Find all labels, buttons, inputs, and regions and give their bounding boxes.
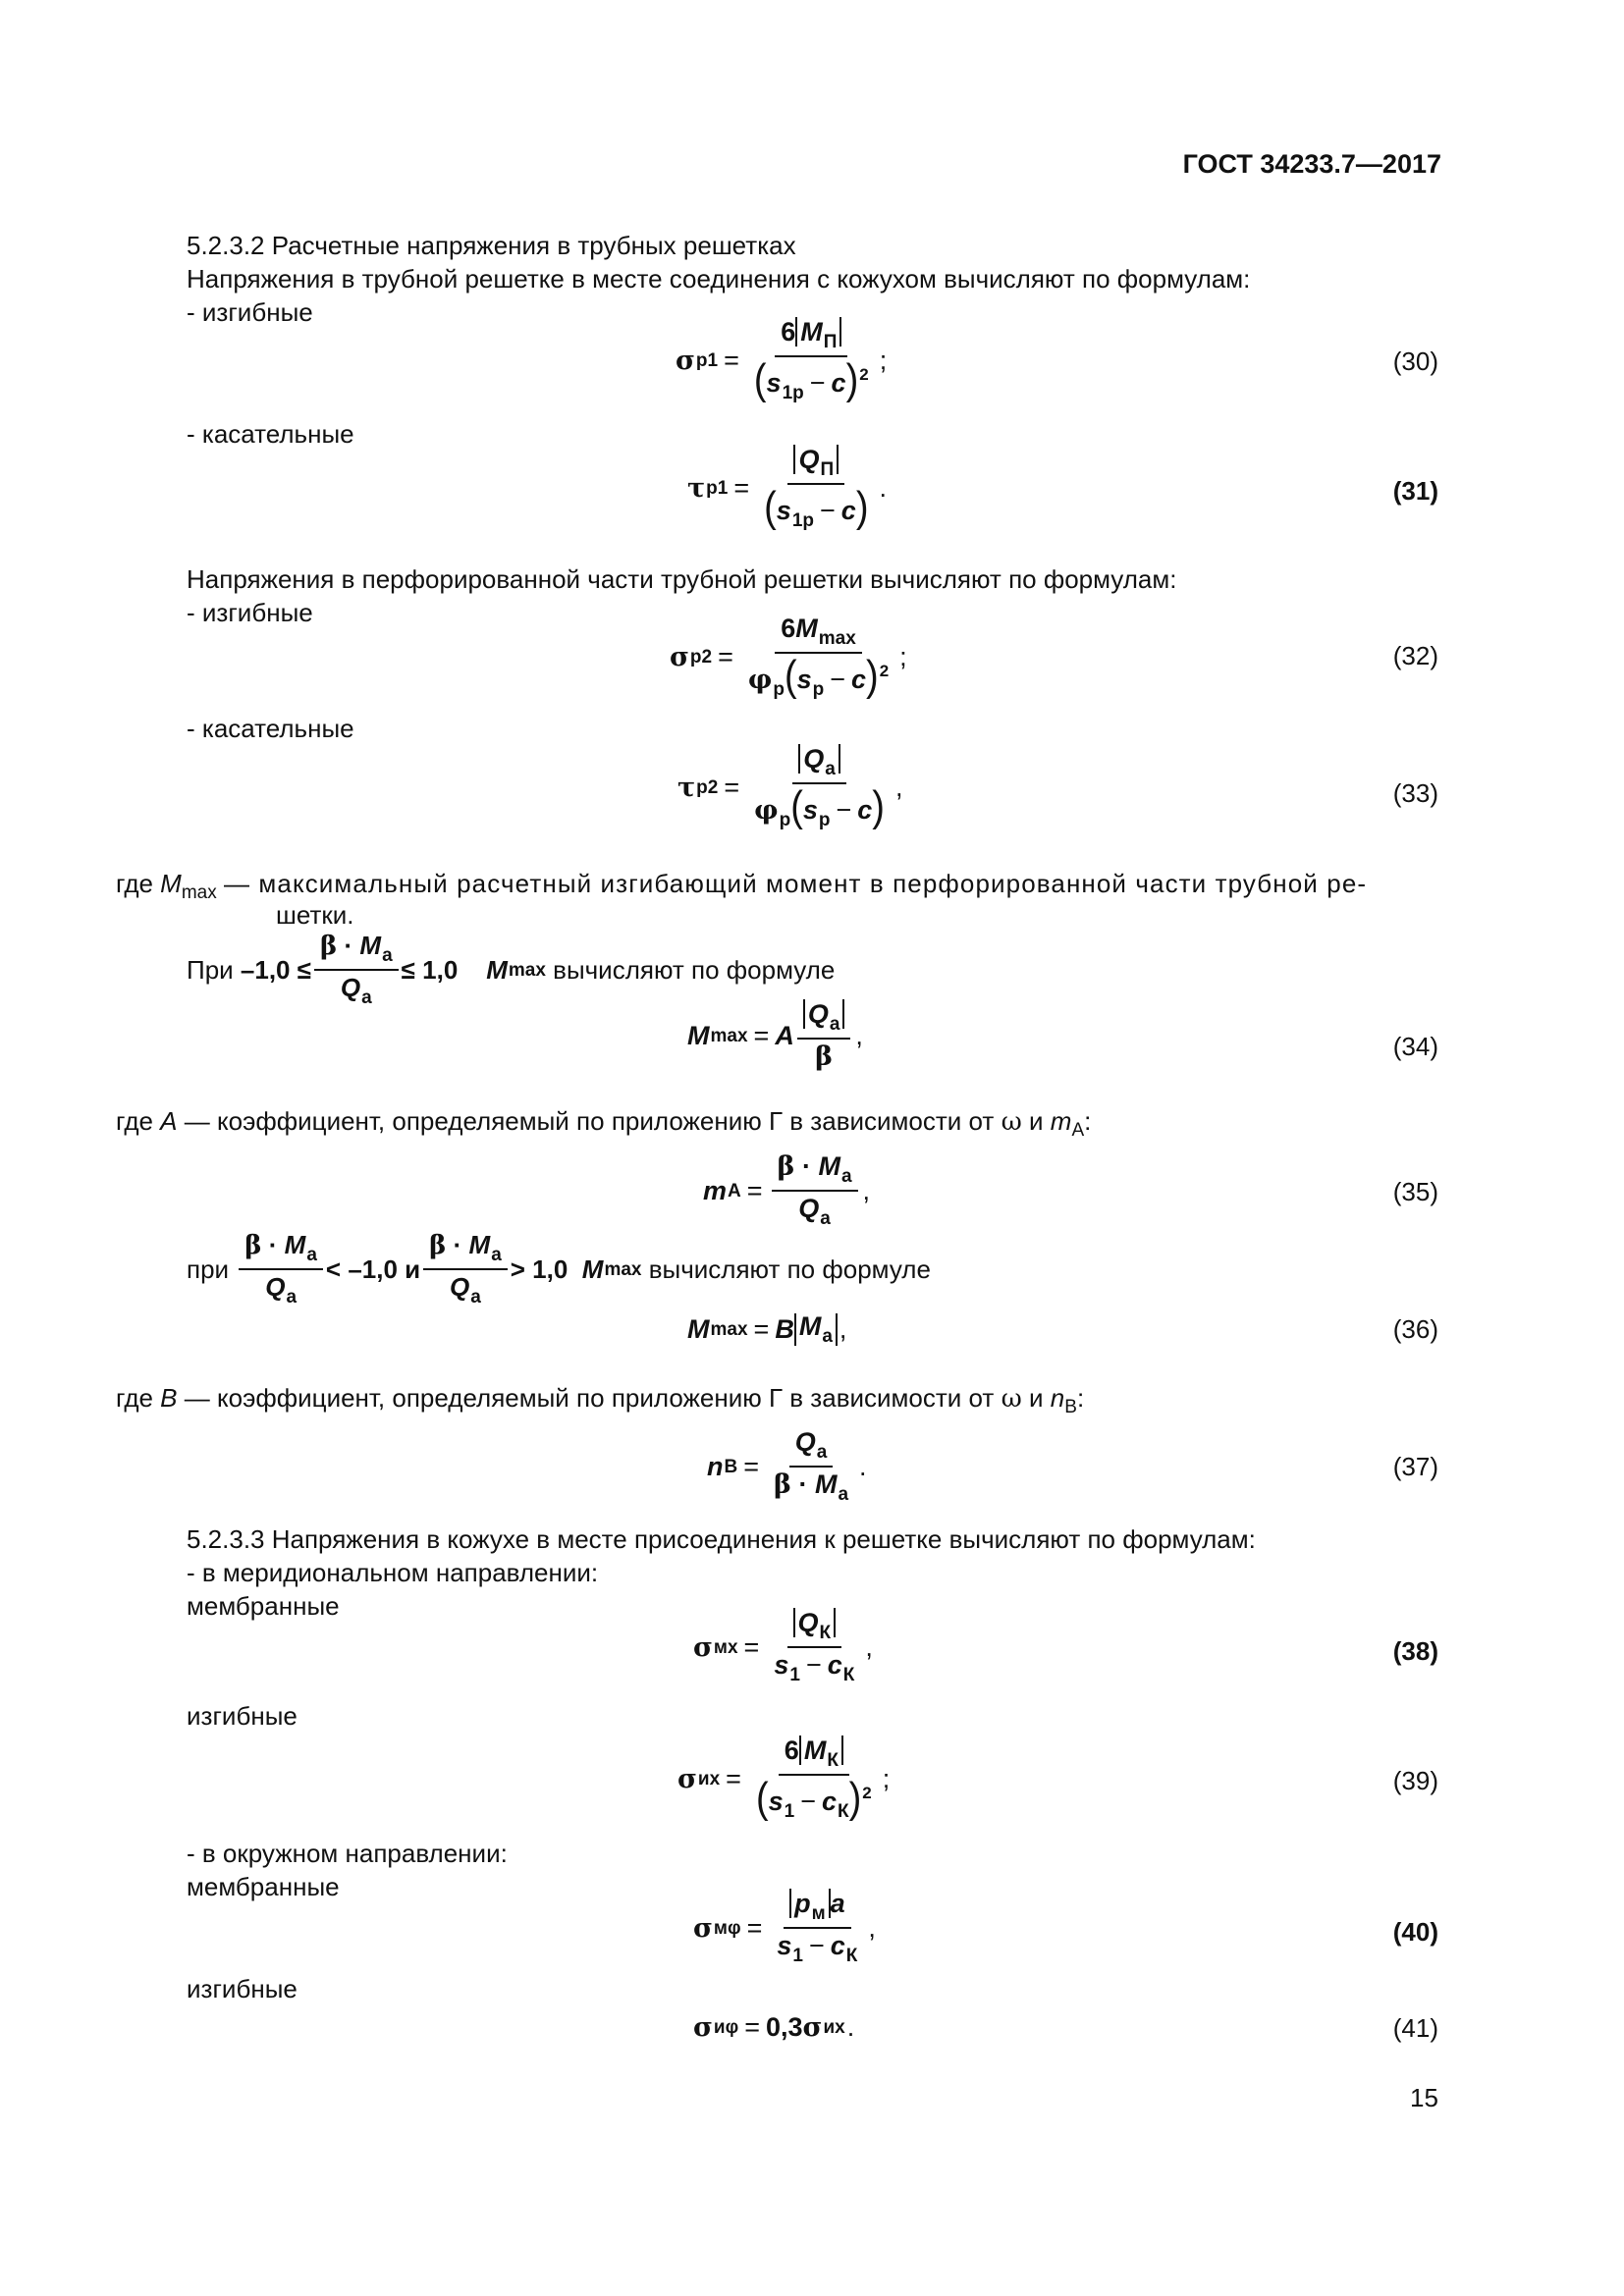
section-intro: Напряжения в трубной решетке в месте соединения с кожухом вычисляют по формулам:: [187, 264, 1251, 294]
equation-number-31: (31): [1392, 476, 1438, 506]
formula-41: σ иφ = 0,3 σ их .: [693, 2012, 855, 2043]
equation-number-41: (41): [1392, 2013, 1438, 2043]
where-B-line: где B — коэффициент, определяемый по приложению Г в зависимости от ω и $n_В$:: [116, 1383, 1085, 1417]
where-mmax-line-1: где $M_{max}$ — максимальный расчетный изгибающий момент в перфорированной части трубной ре-: [116, 869, 1368, 903]
formula-37: n В = $\frac{Q_а}{\beta \cdot M_а}$ .: [707, 1427, 867, 1505]
and-text-2: и: [1029, 1383, 1044, 1413]
where-mmax-line-2: шетки.: [276, 900, 354, 930]
when-prefix: При: [187, 955, 234, 985]
range-high: ≤ 1,0: [401, 955, 459, 985]
equation-number-34: (34): [1392, 1032, 1438, 1061]
label-bending: - изгибные: [187, 297, 313, 327]
formula-38: σ мх = $\frac{Q_К}{s_1 - c_К}$ ,: [693, 1608, 873, 1685]
label-bending-2: - изгибные: [187, 598, 313, 627]
equation-number-35: (35): [1392, 1177, 1438, 1206]
condition-line-1: При –1,0 ≤ $\frac{\beta \cdot M_а}{Q_а}$ ≤ 1,0 M max вычисляют по формуле: [187, 931, 836, 1008]
equation-number-30: (30): [1392, 347, 1438, 376]
label-shear: - касательные: [187, 419, 354, 449]
perforated-intro: Напряжения в перфорированной части трубной решетки вычисляют по формулам:: [187, 564, 1177, 594]
label-bending-3: изгибные: [187, 1701, 298, 1731]
equation-number-32: (32): [1392, 641, 1438, 670]
formula-34: M max = A $\frac{Q_а}{\beta}$ ,: [687, 999, 863, 1072]
at-prefix: при: [187, 1255, 230, 1284]
section-title-5-2-3-2: 5.2.3.2 Расчетные напряжения в трубных решетках: [187, 231, 796, 260]
formula-32: σ р2 = $\frac{6M_{max}}{\varphi_р(s_р - c)^2}$ ;: [670, 614, 907, 701]
where-A-line: где A — коэффициент, определяемый по приложению Г в зависимости от ω и $m_А$:: [116, 1106, 1092, 1141]
formula-35: m А = $\frac{\beta \cdot M_а}{Q_а}$ ,: [703, 1151, 871, 1229]
equation-number-36: (36): [1392, 1314, 1438, 1344]
calc-by-formula-1: вычисляют по формуле: [553, 955, 836, 985]
page-number: 15: [1410, 2083, 1438, 2112]
lt-value: < –1,0 и: [325, 1255, 421, 1284]
gt-value: > 1,0: [510, 1255, 568, 1284]
equation-number-40: (40): [1392, 1917, 1438, 1947]
label-circumferential: - в окружном направлении:: [187, 1839, 508, 1868]
label-shear-2: - касательные: [187, 714, 354, 743]
formula-33: τ р2 = $\frac{Q_а}{\varphi_р(s_р - c)}$ ,: [677, 744, 903, 831]
where-B-text: — коэффициент, определяемый по приложению Г в зависимости от: [184, 1383, 995, 1413]
equation-number-33: (33): [1392, 778, 1438, 808]
formula-30: σ р1 = $\frac{6 M_П}{(s_{1р} - c)^2}$ ;: [676, 317, 888, 404]
equation-number-37: (37): [1392, 1452, 1438, 1481]
condition-line-2: при $\frac{\beta \cdot M_а}{Q_а}$ < –1,0 и $\frac{\beta \cdot M_а}{Q_а}$ > 1,0 M max вычисляют по формуле: [187, 1230, 931, 1308]
label-membrane-2: мембранные: [187, 1872, 340, 1901]
formula-31: τ р1 = $\frac{Q_П}{(s_{1р} - c)}$ .: [687, 445, 887, 532]
section-title-5-2-3-3: 5.2.3.3 Напряжения в кожухе в месте присоединения к решетке вычисляют по формулам:: [187, 1524, 1256, 1554]
calc-by-formula-2: вычисляют по формуле: [648, 1255, 931, 1284]
label-membrane: мембранные: [187, 1591, 340, 1621]
formula-39: σ их = $\frac{6 M_К}{(s_1 - c_К)^2}$ ;: [677, 1735, 891, 1823]
formula-40: σ мφ = $\frac{p_м a}{s_1 - c_К}$ ,: [693, 1889, 876, 1966]
where-mmax-text: — максимальный расчетный изгибающий момент в перфорированной части трубной ре-: [223, 869, 1368, 898]
and-text-1: и: [1029, 1106, 1044, 1136]
label-meridional: - в меридиональном направлении:: [187, 1558, 599, 1587]
equation-number-39: (39): [1392, 1766, 1438, 1795]
document-standard-header: ГОСТ 34233.7—2017: [1182, 149, 1441, 179]
where-A-text: — коэффициент, определяемый по приложению Г в зависимости от: [184, 1106, 995, 1136]
range-low: –1,0 ≤: [240, 955, 312, 985]
label-bending-4: изгибные: [187, 1974, 298, 2003]
equation-number-38: (38): [1392, 1636, 1438, 1666]
formula-36: M max = B $M_а$ ,: [687, 1311, 847, 1347]
